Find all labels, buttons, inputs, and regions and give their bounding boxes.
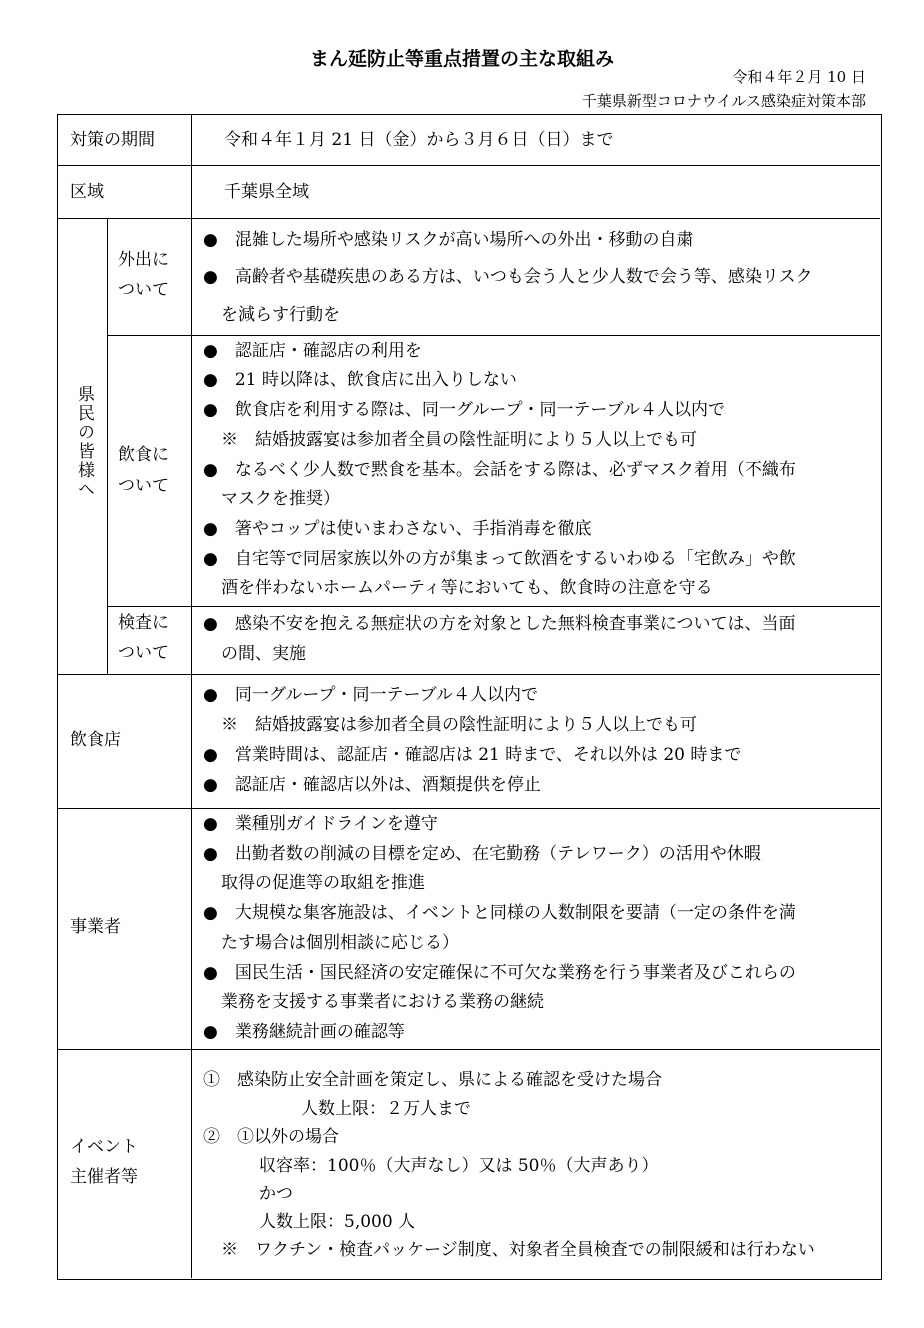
events-line: 人数上限：5,000 人 [259, 1212, 416, 1232]
businesses-line: ● 国民生活・国民経済の安定確保に不可欠な業務を行う事業者及びこれらの [203, 963, 796, 983]
area-label: 区域 [70, 182, 104, 202]
businesses-line: たす場合は個別相談に応じる） [221, 933, 459, 953]
period-label: 対策の期間 [70, 130, 155, 150]
businesses-line: ● 大規模な集客施設は、イベントと同様の人数制限を要請（一定の条件を満 [203, 903, 796, 923]
period-value: 令和４年１月 21 日（金）から３月６日（日）まで [224, 130, 614, 150]
dining-label-2: ついて [118, 476, 169, 496]
businesses-line: 業務を支援する事業者における業務の継続 [221, 992, 544, 1012]
dining-line: ※ 結婚披露宴は参加者全員の陰性証明により５人以上でも可 [221, 430, 697, 450]
businesses-label: 事業者 [70, 917, 121, 937]
events-line: ※ ワクチン・検査パッケージ制度、対象者全員検査での制限緩和は行わない [221, 1240, 815, 1260]
going-out-line: ● 高齢者や基礎疾患のある方は、いつも会う人と少人数で会う等、感染リスク [203, 267, 813, 287]
dining-label-1: 飲食に [118, 445, 169, 465]
row-divider [58, 1049, 880, 1050]
restaurants-line: ● 認証店・確認店以外は、酒類提供を停止 [203, 775, 541, 795]
events-line: 収容率：100％（大声なし）又は 50％（大声あり） [259, 1156, 659, 1176]
events-line: 人数上限：２万人まで [301, 1099, 471, 1119]
businesses-line: ● 出勤者数の削減の目標を定め、在宅勤務（テレワーク）の活用や休暇 [203, 844, 761, 864]
dining-line: マスクを推奨） [221, 489, 340, 509]
businesses-line: 取得の促進等の取組を推進 [221, 873, 425, 893]
events-line: かつ [259, 1184, 293, 1204]
dining-line: ● 自宅等で同居家族以外の方が集まって飲酒をするいわゆる「宅飲み」や飲 [203, 549, 796, 569]
restaurants-line: ※ 結婚披露宴は参加者全員の陰性証明により５人以上でも可 [221, 715, 697, 735]
dining-line: ● 認証店・確認店の利用を [203, 341, 422, 361]
measures-table [57, 114, 882, 1280]
going-out-line: ● 混雑した場所や感染リスクが高い場所への外出・移動の自粛 [203, 230, 694, 250]
events-label-2: 主催者等 [70, 1167, 138, 1187]
dining-line: ● 21 時以降は、飲食店に出入りしない [203, 370, 517, 390]
row-divider [107, 606, 880, 607]
dining-line: ● 箸やコップは使いまわさない、手指消毒を徹底 [203, 519, 592, 539]
testing-line: ● 感染不安を抱える無症状の方を対象とした無料検査事業については、当面 [203, 614, 796, 634]
events-line: ① 感染防止安全計画を策定し、県による確認を受けた場合 [203, 1070, 662, 1090]
dining-line: ● なるべく少人数で黙食を基本。会話をする際は、必ずマスク着用（不織布 [203, 460, 796, 480]
restaurants-line: ● 営業時間は、認証店・確認店は 21 時まで、それ以外は 20 時まで [203, 745, 742, 765]
testing-label-1: 検査に [118, 613, 169, 633]
row-divider [58, 674, 880, 675]
document-date: 令和４年２月 10 日 [732, 68, 866, 86]
events-label-1: イベント [70, 1137, 138, 1157]
going-out-line: を減らす行動を [221, 305, 340, 325]
page-title: まん延防止等重点措置の主な取組み [309, 48, 614, 70]
dining-line: 酒を伴わないホームパーティ等においても、飲食時の注意を守る [221, 578, 713, 598]
businesses-line: ● 業種別ガイドラインを遵守 [203, 814, 438, 834]
column-divider [107, 218, 108, 674]
restaurants-label: 飲食店 [70, 730, 121, 750]
businesses-line: ● 業務継続計画の確認等 [203, 1022, 405, 1042]
row-divider [58, 808, 880, 809]
issuing-organization: 千葉県新型コロナウイルス感染症対策本部 [581, 92, 866, 110]
row-divider [58, 165, 880, 166]
events-line: ② ①以外の場合 [203, 1127, 339, 1147]
testing-line: の間、実施 [221, 644, 306, 664]
going-out-label-2: ついて [118, 280, 169, 300]
testing-label-2: ついて [118, 643, 169, 663]
area-value: 千葉県全域 [224, 182, 309, 202]
restaurants-line: ● 同一グループ・同一テーブル４人以内で [203, 685, 538, 705]
column-divider [191, 115, 192, 1278]
going-out-label-1: 外出に [118, 250, 169, 270]
dining-line: ● 飲食店を利用する際は、同一グループ・同一テーブル４人以内で [203, 400, 725, 420]
residents-label: 県民の皆様へ [74, 385, 94, 499]
row-divider [58, 218, 880, 219]
